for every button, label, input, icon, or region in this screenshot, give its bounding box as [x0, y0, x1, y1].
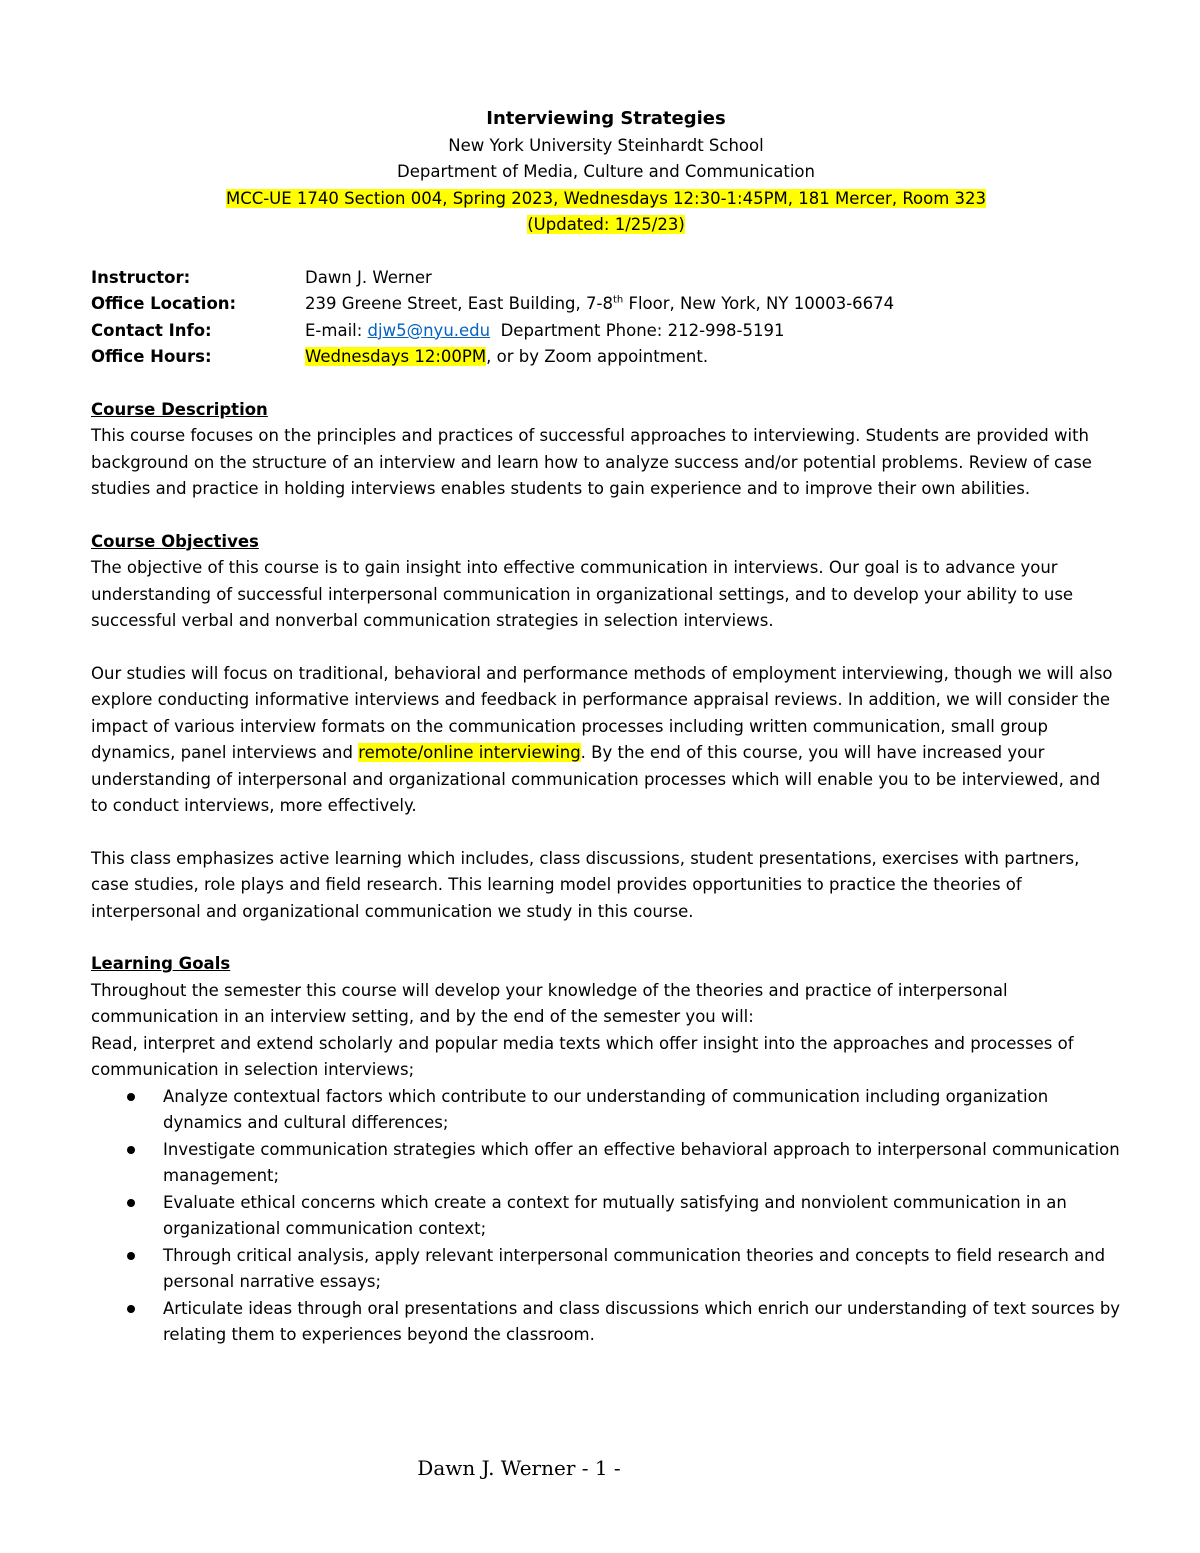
email-link[interactable]: djw5@nyu.edu — [367, 320, 491, 340]
contact-label: Contact Info: — [91, 320, 212, 340]
instructor-value: Dawn J. Werner — [305, 267, 432, 287]
school-name: New York University Steinhardt School — [448, 135, 764, 155]
list-item: Evaluate ethical concerns which create a context for mutually satisfying and nonviolent communication in an organizational communication context; — [91, 1190, 1121, 1243]
document-body — [91, 106, 1121, 1349]
updated-date: (Updated: 1/25/23) — [527, 215, 685, 234]
remote-online-highlight: remote/online interviewing — [358, 743, 581, 762]
course-objectives-heading: Course Objectives — [91, 531, 259, 551]
learning-goals-first: Read, interpret and extend scholarly and popular media texts which offer insight into the approaches and processes of communication in selection interviews; — [91, 1033, 1074, 1079]
learning-goals-heading: Learning Goals — [91, 954, 231, 973]
office-location-value: 239 Greene Street, East Building, 7-8th Floor, New York, NY 10003-6674 — [305, 294, 895, 313]
bullet-icon — [127, 1199, 135, 1207]
bullet-icon — [127, 1252, 135, 1260]
course-description-text: This course focuses on the principles and practices of successful approaches to interviewing. Students are provided with background on the structure of an interview and learn how to analyze success and/or potential problems. Review of case studies and practice in holding interviews enables students to gain experience and to improve their own abilities. — [91, 426, 1092, 498]
department-phone: Department Phone: 212-998-5191 — [490, 320, 785, 340]
list-item: Articulate ideas through oral presentations and class discussions which enrich our understanding of text sources by relating them to experiences beyond the classroom. — [91, 1296, 1121, 1349]
contact-row — [91, 318, 894, 345]
course-info-line: MCC-UE 1740 Section 004, Spring 2023, Wednesdays 12:30-1:45PM, 181 Mercer, Room 323 — [225, 188, 987, 208]
contact-value: E-mail: djw5@nyu.edu Department Phone: 212-998-5191 — [305, 320, 785, 340]
course-objectives-paragraph-1: The objective of this course is to gain insight into effective communication in interviews. Our goal is to advance your understanding of successful interpersonal communication in organizational settings, and to develop your ability to use successful verbal and nonverbal communication strategies in selection interviews. — [91, 558, 1074, 630]
office-hours-value: Wednesdays 12:00PM, or by Zoom appointment. — [305, 347, 709, 366]
list-item: Investigate communication strategies which offer an effective behavioral approach to interpersonal communication management; — [91, 1137, 1121, 1190]
list-item: Through critical analysis, apply relevant interpersonal communication theories and concepts to field research and personal narrative essays; — [91, 1243, 1121, 1296]
instructor-row — [91, 265, 894, 292]
office-location-row — [91, 291, 894, 318]
bullet-icon — [127, 1093, 135, 1101]
instructor-label: Instructor: — [91, 267, 191, 287]
department-name: Department of Media, Culture and Communication — [397, 162, 815, 181]
list-item: Analyze contextual factors which contribute to our understanding of communication including organization dynamics and cultural differences; — [91, 1084, 1121, 1137]
course-title: Interviewing Strategies — [486, 108, 726, 129]
course-objectives-paragraph-3: This class emphasizes active learning which includes, class discussions, student presentations, exercises with partners, case studies, role plays and field research. This learning model provides opportunities to practice the theories of interpersonal and organizational communication we study in this course. — [91, 848, 1080, 921]
bullet-icon — [127, 1305, 135, 1313]
office-hours-label: Office Hours: — [91, 347, 212, 366]
office-location-label: Office Location: — [91, 294, 237, 313]
instructor-info-table — [91, 265, 894, 371]
learning-goals-intro: Throughout the semester this course will develop your knowledge of the theories and practice of interpersonal communication in an interview setting, and by the end of the semester you will: — [91, 980, 1008, 1026]
bullet-icon — [127, 1146, 135, 1154]
footer-text: Dawn J. Werner - 1 - — [417, 1456, 621, 1480]
learning-goals-list — [91, 1084, 1121, 1349]
course-description-heading: Course Description — [91, 399, 268, 419]
page-footer — [0, 1456, 1200, 1480]
course-objectives-paragraph-2: Our studies will focus on traditional, behavioral and performance methods of employment interviewing, though we will also explore conducting informative interviews and feedback in performance appraisal reviews. In addition, we will consider the impact of various interview formats on the communication processes including written communication, small group dynamics, panel interviews and remote/online interviewing. By the end of this course, you will have increased your understanding of interpersonal and organizational communication processes which will enable you to be interviewed, and to conduct interviews, more effectively. — [91, 663, 1113, 815]
office-hours-row — [91, 344, 894, 371]
